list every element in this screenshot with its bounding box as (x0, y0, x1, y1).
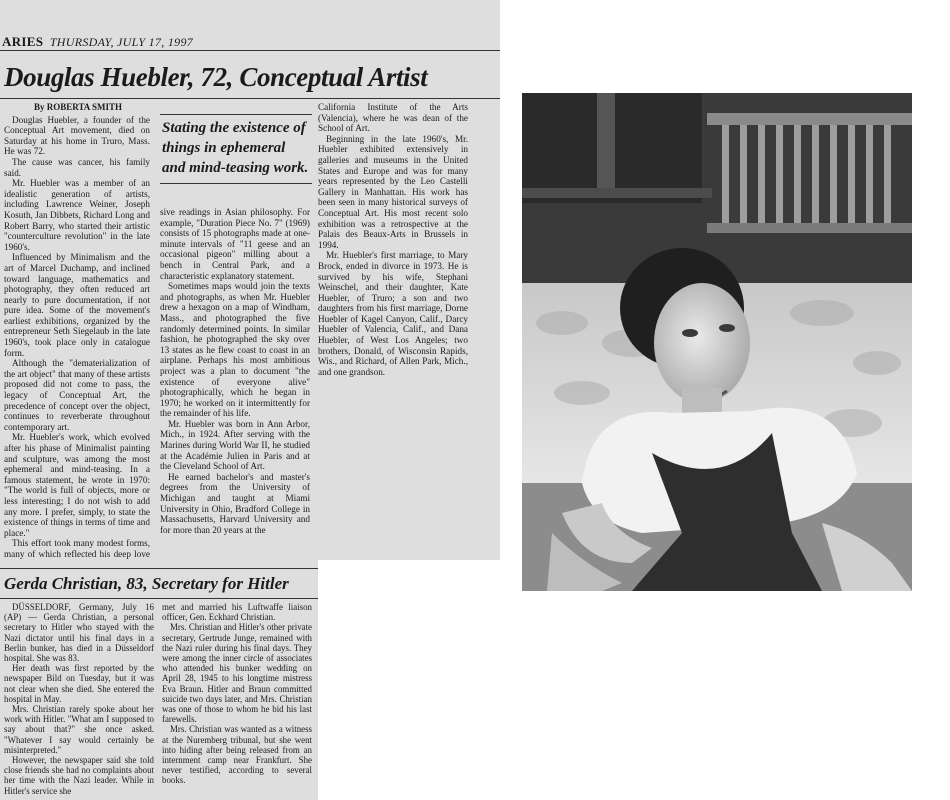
section-rule (0, 568, 318, 569)
paragraph: Beginning in the late 1960's, Mr. Huebler exhibited extensively in galleries and museums in the United States and Europe and was for many years represented by the Leo Castelli Gallery in Manhattan. His work has been seen in many historical surveys of Conceptual Art. His most recent solo exhibition was a retrospective at the Palais des Beaux-Arts in Brussels in 1994. (318, 133, 468, 250)
paragraph: Mrs. Christian rarely spoke about her work with Hitler. "What am I supposed to say about that?" she once asked. "Whatever I say would certainly be misinterpreted." (4, 704, 154, 755)
paragraph: This effort took many modest forms, many of which reflected his deep love (4, 538, 150, 559)
paragraph: Her death was first reported by the newspaper Bild on Tuesday, but it was not clear when she died. She entered the hospital in May. (4, 663, 154, 704)
paragraph: Mr. Huebler's work, which evolved after his phase of Minimalist painting and sculpture, was among the most ephemeral and mind-teasing. In a famous statement, he wrote in 1970: "The world is full of objects, more or less interesting; I do not wish to add any more. I prefer, simply, to state the existence of things in terms of time and place." (4, 432, 150, 538)
paragraph: Mr. Huebler was born in Ann Arbor, Mich., in 1924. After serving with the Marines during World War II, he studied at the Académie Julien in Paris and at the Cleveland School of Art. (160, 418, 310, 472)
article-column-1 (4, 602, 154, 796)
newspaper-clipping-christian (0, 560, 318, 800)
paragraph: DÜSSELDORF, Germany, July 16 (AP) — Gerda Christian, a personal secretary to Hitler who stayed with the Nazi dictator until his final days in a Berlin bunker, has died in a Düsseldorf hospital. She was 83. (4, 602, 154, 664)
paragraph: Although the "dematerialization of the art object" that many of these artists proposed did not come to pass, the legacy of Conceptual Art, the precedence of concept over the object, continues to reverberate throughout contemporary art. (4, 358, 150, 432)
headline-rule (0, 98, 500, 99)
paragraph: Mr. Huebler's first marriage, to Mary Brock, ended in divorce in 1973. He is survived by his wife, Stephani Weinschel, and their daughter, Kate Huebler, of Truro; a son and two daughters from his first marriage, Dorne Huebler of Kagel Canyon, Calif., Darcy Huebler of Valencia, Calif., and Dana Huebler, of West Los Angeles; two brothers, Donald, of Wisconsin Rapids, Wis., and Richard, of Allen Park, Mich., and one grandson. (318, 250, 468, 377)
paragraph: met and married his Luftwaffe liaison officer, Gen. Eckhard Christian. (162, 602, 312, 623)
article-headline: Douglas Huebler, 72, Conceptual Artist (4, 62, 428, 92)
article-column-3 (318, 102, 468, 377)
paragraph: Sometimes maps would join the texts and photographs, as when Mr. Huebler drew a hexagon on a map of Windham, Mass., and photographed the five randomly determined points. In similar fashion, he photographed the sky over 13 states as he flew coast to coast in an airplane. Perhaps his most ambitious project was a plan to document "the existence of everyone alive" photographically, which he began in 1970; he worked on it intermittently for the remainder of his life. (160, 281, 310, 419)
paragraph: California Institute of the Arts (Valencia), where he was dean of the School of Art. (318, 102, 468, 134)
paragraph: Mr. Huebler was a member of an idealistic generation of artists, including Lawrence Weiner, Joseph Kosuth, Jan Dibbets, Richard Long and Robert Barry, who started their artistic "counterculture revolution" in the late 1960's. (4, 178, 150, 252)
paragraph: The cause was cancer, his family said. (4, 156, 150, 178)
paragraph: He earned bachelor's and master's degrees from the University of Michigan and taught at Miami University in Ohio, Bradford College in Massachusetts, Harvard University and for more than 20 years at the (160, 471, 310, 535)
paragraph: Influenced by Minimalism and the art of Marcel Duchamp, and inclined toward language, mathematics and photography, they often reduced art nearly to pure documentation, if not pure idea. Some of the movement's earliest exhibitions, organized by the entrepreneur Seth Siegelaub in the late 1960's, took place only in catalogue form. (4, 252, 150, 358)
article-column-1 (4, 102, 150, 570)
portrait-photo (522, 93, 912, 591)
paragraph: Mrs. Christian and Hitler's other private secretary, Gertrude Junge, remained with the Nazi ruler during his final days. They were among the inner circle of associates who attended his bunker wedding on April 28, 1945 to his longtime mistress Eva Braun. Hitler and Braun committed suicide two days later, and Mrs. Christian was one of those to whom he bid his last farewells. (162, 622, 312, 725)
paragraph: Douglas Huebler, a founder of the Conceptual Art movement, died on Saturday at his home in Truro, Mass. He was 72. (4, 114, 150, 157)
pull-quote: Stating the existence of things in ephemeral and mind-teasing work. (160, 114, 312, 184)
masthead-section: ARIES (2, 34, 44, 49)
paragraph: sive readings in Asian philosophy. For example, "Duration Piece No. 7" (1969) consists of 15 photographs made at one-minute intervals of "11 geese and an occasional pigeon" milling about a bench in Central Park, and a characteristic explanatory statement. (160, 207, 310, 281)
article-headline: Gerda Christian, 83, Secretary for Hitler (4, 574, 289, 593)
paragraph: However, the newspaper said she told close friends she had no complaints about her time with the Nazi leader. While in Hitler's service she (4, 755, 154, 796)
newspaper-clipping-huebler (0, 0, 500, 560)
paragraph: Mrs. Christian was wanted as a witness at the Nuremberg tribunal, but she went into hiding after being released from an internment camp near Frankfurt. She never testified, according to several books. (162, 724, 312, 786)
masthead-date: THURSDAY, JULY 17, 1997 (49, 35, 194, 49)
article-column-2 (162, 602, 312, 786)
masthead (2, 34, 193, 50)
portrait-illustration (522, 93, 912, 591)
masthead-rule (0, 50, 500, 51)
headline-rule (0, 598, 318, 599)
article-column-2 (160, 207, 310, 535)
byline: By ROBERTA SMITH (34, 102, 123, 112)
